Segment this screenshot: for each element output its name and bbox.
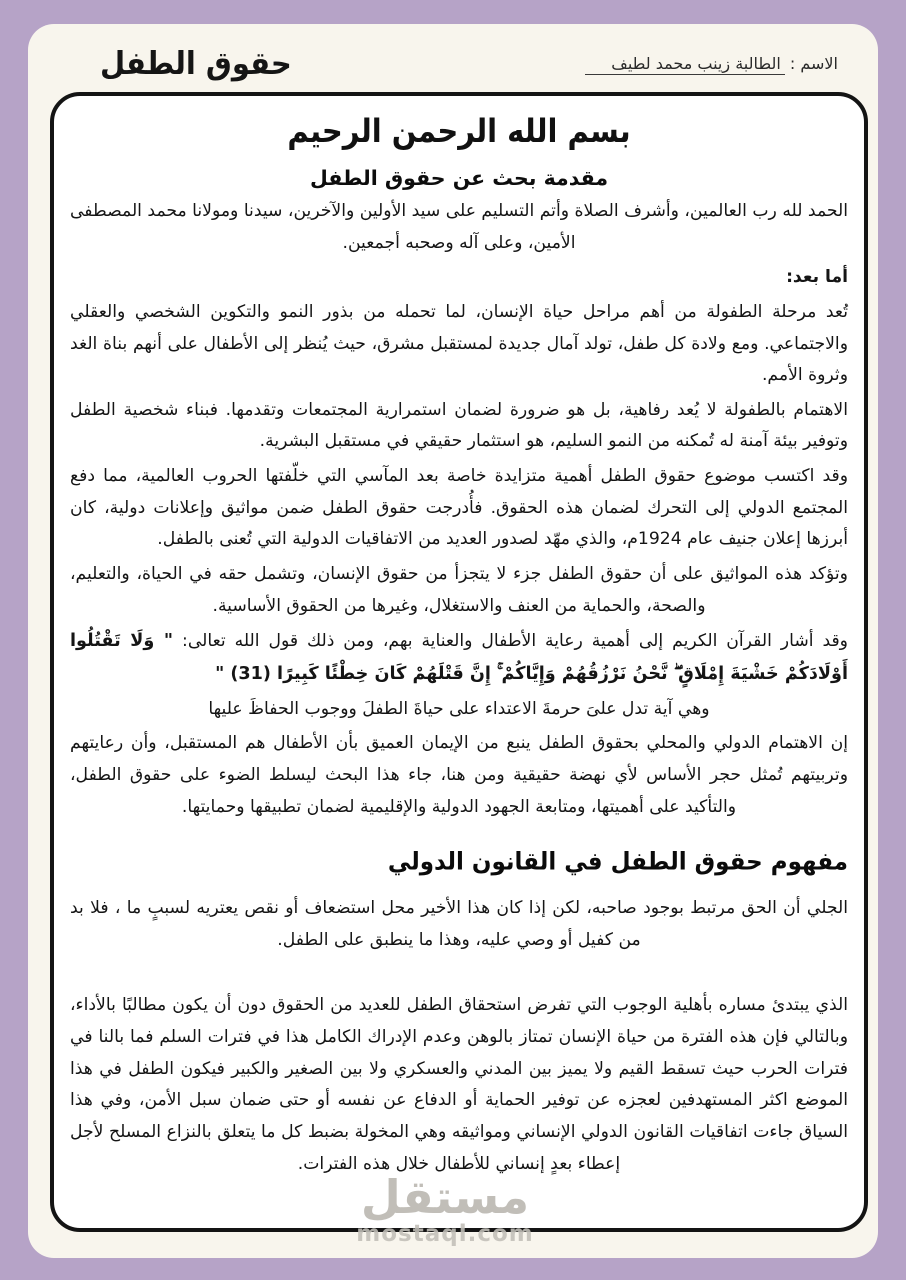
amma-baad-heading: أما بعد: [786,267,848,288]
student-name-value: الطالبة زينب محمد لطيف [585,54,785,75]
paragraph-childhood: تُعد مرحلة الطفولة من أهم مراحل حياة الإنسان، لما تحمله من بذور النمو والتكوين الشخصي والعقلي والاجتماعي. ومع ولادة كل طفل، تولد آمال جديدة لمستقبل مشرق، حيث يُنظر إلى الأطفال على أنهم بناة الغد وثروة الأمم. [70,301,848,386]
paragraph-charters: وتؤكد هذه المواثيق على أن حقوق الطفل جزء لا يتجزأ من حقوق الإنسان، وتشمل حقه في الحياة، والتعليم، والصحة، والحماية من العنف والاستغلال، وغيرها من الحقوق الأساسية. [70,564,848,616]
paragraph-care-importance: الاهتمام بالطفولة لا يُعد رفاهية، بل هو ضرورة لضمان استمرارية المجتمعات وتقدمها. فبناء شخصية الطفل وتوفير بيئة آمنة له تُمكنه من النمو السليم، هو استثمار حقيقي في مستقبل البشرية. [70,399,848,452]
quran-verse: " وَلَا تَقْتُلُوا أَوْلَادَكُمْ خَشْيَةَ إِمْلَاقٍ ۖ نَّحْنُ نَرْزُقُهُمْ وَإِيَّاكُمْ ۚ إِنَّ قَتْلَهُمْ كَانَ خِطْئًا كَبِيرًا (31) " [70,631,848,684]
verse-explanation: وهي آية تدل علىَ حرمةَ الاعتداء على حياةَ الطفلَ ووجوب الحفاظَ عليها [208,698,710,719]
name-label: الاسم : [789,54,838,73]
paragraph-hamd: الحمد لله رب العالمين، وأشرف الصلاة وأتم التسليم على سيد الأولين والآخرين، سيدنا ومولانا محمد المصطفى الأمين، وعلى آله وصحبه أجمعين. [69,201,848,253]
student-name-line [585,54,838,73]
quran-intro-text: وقد أشار القرآن الكريم إلى أهمية رعاية الأطفال والعناية بهم، ومن ذلك قول الله تعالى: [173,631,848,652]
paragraph-legal-capacity: الذي يبتدئ مساره بأهلية الوجوب التي تفرض استحقاق الطفل للعديد من الحقوق دون أن يكون مطالبًا بالأداء، وبالتالي فإن هذه الفترة من حياة الإنسان تمتاز بالوهن وعدم الإدراك الكامل هذا في فترات السلم فما بالنا في فترات الحرب حيث تسقط القيم ولا يميز بين المدني والعسكري ولا بين الصغير والكبير فيكون الطفل في هذا الموضع اكثر المستهدفين لعجزه عن توفير الحماية أو الدفاع عن نفسه أو حتى ضمان سبل الأمن، وفي هذا السياق جاءت اتفاقيات القانون الدولي الإنساني ومواثيقه وهي المخولة بضبط كل ما يتعلق بالنزاع المسلح لأجل إعطاء بعدٍ إنساني للأطفال خلال هذه الفترات. [70,995,848,1174]
framed-content-box [50,92,868,1232]
paper-sheet [28,24,878,1258]
paragraph-right-holder: الجلي أن الحق مرتبط بوجود صاحبه، لكن إذا كان هذا الأخير محل استضعاف أو نقص يعتريه لسببٍ ما ، فلا بد من كفيل أو وصي عليه، وهذا ما ينطبق على الطفل. [70,898,848,950]
mostaql-logo-arabic: مستقل [360,1170,530,1224]
paragraph-history-geneva: وقد اكتسب موضوع حقوق الطفل أهمية متزايدة خاصة بعد المآسي التي خلّفتها الحروب العالمية، مما دفع المجتمع الدولي إلى التحرك لضمان هذه الحقوق. فأُدرجت حقوق الطفل ضمن مواثيق وإعلانات دولية، كان أبرزها إعلان جنيف عام 1924م، والذي مهّد لصدور العديد من الاتفاقيات الدولية التي تُعنى بالطفل. [70,466,848,550]
section-heading-international-law: مفهوم حقوق الطفل في القانون الدولي [387,848,848,876]
document-logo-title: حقوق الطفل [100,44,292,82]
paragraph-future: إن الاهتمام الدولي والمحلي بحقوق الطفل ينبع من الإيمان العميق بأن الأطفال هم المستقبل، وأن رعايتهم وتربيتهم تُمثل حجر الأساس لأي نهضة حقيقية ومن هنا، جاء هذا البحث ليسلط الضوء على حقوق الطفل، والتأكيد على أهميتها، ومتابعة الجهود الدولية والإقليمية لضمان تطبيقها وحمايتها. [70,733,848,817]
document-body [70,196,848,1180]
page-header [28,44,878,90]
bismillah-calligraphy: بسم الله الرحمن الرحيم [287,111,631,151]
document-title: مقدمة بحث عن حقوق الطفل [309,166,609,190]
mostaql-domain-text: mostaql.com [356,1221,534,1247]
paragraph-quran [70,625,848,690]
